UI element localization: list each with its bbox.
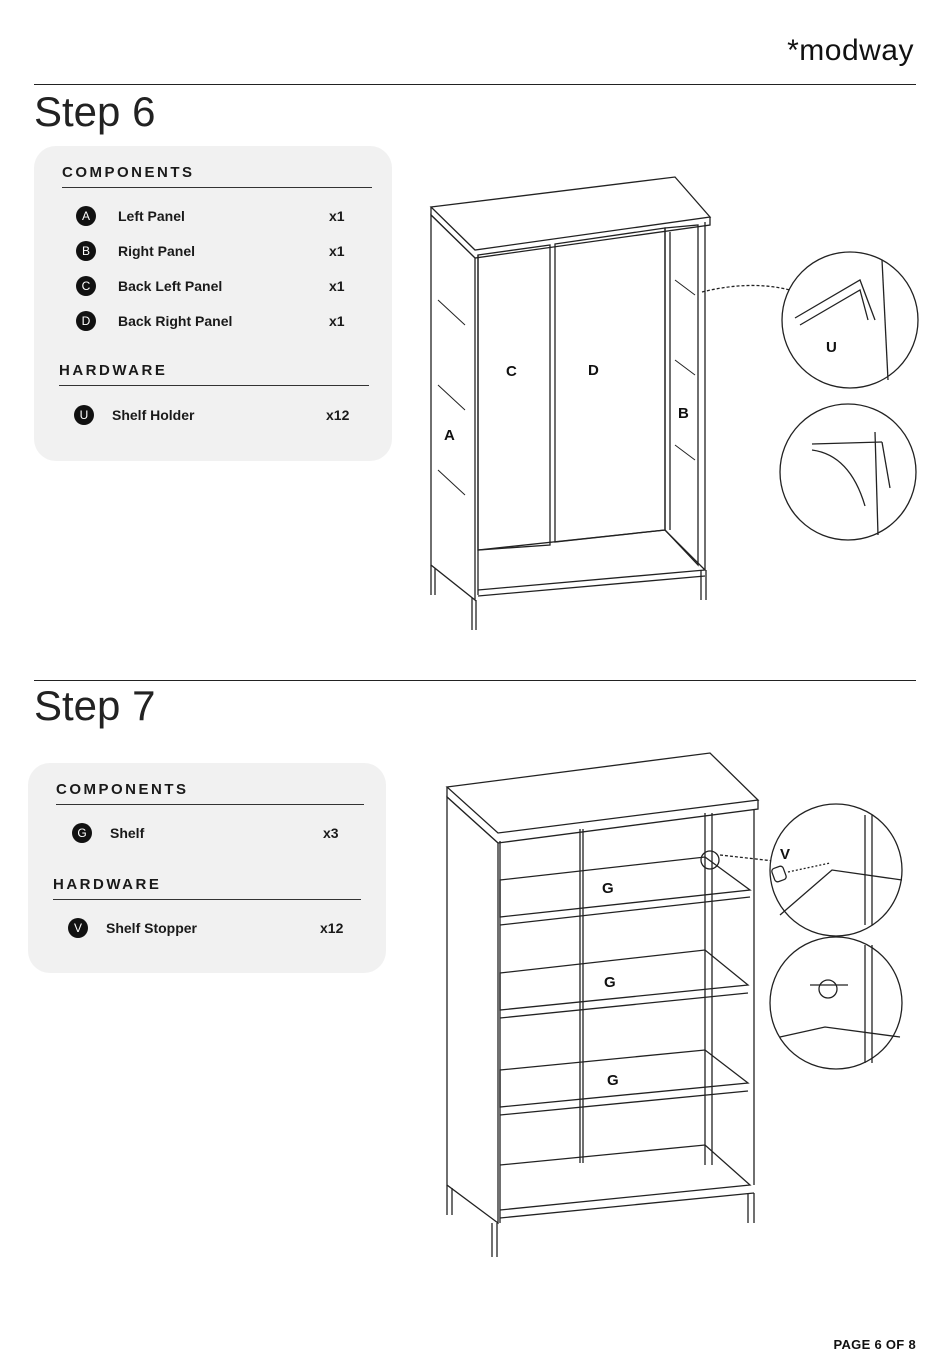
hardware-qty: x12	[320, 920, 344, 936]
hardware-name: Shelf Holder	[112, 407, 195, 423]
step-6-component-c	[76, 274, 222, 298]
step-6-title: Step 6	[34, 88, 156, 135]
brand-logo: *modway	[787, 34, 914, 67]
step-6-hardware-u	[74, 403, 194, 427]
component-qty: x1	[329, 278, 345, 294]
hardware-qty: x12	[326, 407, 350, 423]
label-u: U	[826, 339, 837, 356]
component-qty: x1	[329, 243, 345, 259]
badge-a: A	[76, 206, 96, 226]
badge-d: D	[76, 311, 96, 331]
step-6-components-heading: COMPONENTS	[62, 164, 372, 188]
label-d: D	[588, 362, 599, 379]
component-qty: x3	[323, 825, 339, 841]
label-b: B	[678, 405, 689, 422]
step-7-hardware-heading: HARDWARE	[53, 876, 361, 900]
step-6-component-a	[76, 204, 185, 228]
step-6-parts-card	[34, 146, 392, 461]
badge-u: U	[74, 405, 94, 425]
step-6-component-d	[76, 309, 232, 333]
component-qty: x1	[329, 313, 345, 329]
step-7-components-heading: COMPONENTS	[56, 781, 364, 805]
badge-g: G	[72, 823, 92, 843]
step-7-illustration	[440, 745, 920, 1265]
label-g-3: G	[607, 1072, 619, 1089]
step-7-parts-card	[28, 763, 386, 973]
label-g-2: G	[604, 974, 616, 991]
label-a: A	[444, 427, 455, 444]
step-6-illustration	[420, 170, 920, 640]
header-rule	[34, 84, 916, 85]
label-c: C	[506, 363, 517, 380]
hardware-name: Shelf Stopper	[106, 920, 198, 936]
step-7-title: Step 7	[34, 682, 156, 729]
component-name: Right Panel	[118, 243, 196, 259]
page-number: PAGE 6 OF 8	[833, 1337, 916, 1352]
component-name: Left Panel	[118, 208, 185, 224]
step-6-component-b	[76, 239, 195, 263]
step-6-hardware-heading: HARDWARE	[59, 362, 369, 386]
component-name: Shelf	[110, 825, 145, 841]
label-g-1: G	[602, 880, 614, 897]
component-name: Back Left Panel	[118, 278, 223, 294]
step-7-component-g	[72, 821, 144, 845]
label-v: V	[780, 846, 791, 863]
component-name: Back Right Panel	[118, 313, 233, 329]
component-qty: x1	[329, 208, 345, 224]
step-7-hardware-v	[68, 916, 197, 940]
badge-c: C	[76, 276, 96, 296]
step-7-rule	[34, 680, 916, 681]
badge-b: B	[76, 241, 96, 261]
badge-v: V	[68, 918, 88, 938]
